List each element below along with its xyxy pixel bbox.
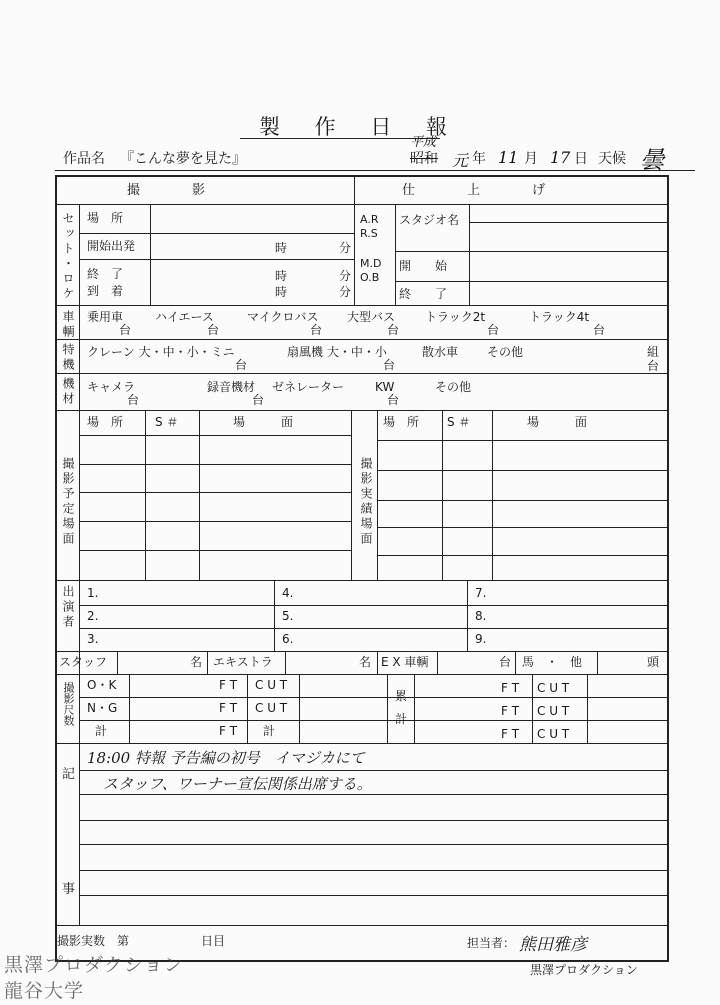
note-line-2: スタッフ、ワーナー宣伝関係出席する。 bbox=[103, 775, 372, 793]
cumulative-top: 累 bbox=[395, 689, 408, 703]
vehicle-microbus: マイクロバス bbox=[247, 310, 319, 324]
end-label: 終 了 bbox=[87, 267, 124, 281]
vehicle-truck4: トラック4t bbox=[529, 310, 590, 324]
special-other-unit: 台 bbox=[647, 359, 660, 373]
ok-label: O・K bbox=[87, 678, 117, 692]
actual-place-header: 場 所 bbox=[383, 415, 420, 429]
cast-1: 1. bbox=[87, 586, 99, 600]
equip-camera: キャメラ bbox=[87, 380, 136, 394]
special-other: その他 bbox=[487, 345, 524, 359]
horse-unit: 頭 bbox=[647, 655, 660, 669]
cum-ft-1: F T bbox=[501, 681, 520, 695]
cast-9: 9. bbox=[475, 632, 487, 646]
total-ft: F T bbox=[219, 724, 238, 738]
vehicle-car-unit: 台 bbox=[119, 323, 132, 337]
days-suffix: 日目 bbox=[201, 934, 226, 948]
month-unit: 月 bbox=[524, 151, 538, 167]
arrive-label: 到 着 bbox=[87, 284, 124, 298]
vehicles-label: 車輌 bbox=[61, 310, 75, 340]
studio-label: スタジオ名 bbox=[399, 213, 460, 227]
equipment-label: 機材 bbox=[61, 377, 75, 407]
staff-label: スタッフ bbox=[59, 655, 108, 669]
notes-label-bottom: 事 bbox=[62, 882, 76, 897]
year-unit: 年 bbox=[472, 151, 486, 167]
ex-car-unit: 台 bbox=[499, 655, 512, 669]
rs-label: R.S bbox=[360, 227, 378, 240]
manager-label: 担当者： bbox=[467, 936, 516, 950]
days-prefix: 撮影実数 第 bbox=[57, 934, 130, 948]
notes-label-top: 記 bbox=[62, 767, 76, 782]
extra-label: エキストラ bbox=[213, 655, 273, 669]
watermark-line-2: 龍谷大学 bbox=[4, 980, 85, 1002]
ar-label: A.R bbox=[360, 213, 379, 226]
start-minute-label: 分 bbox=[339, 241, 352, 255]
actual-scene-no-header: S ＃ bbox=[447, 415, 471, 429]
vehicle-hiace: ハイエース bbox=[155, 310, 214, 324]
end-hour-label: 時 bbox=[275, 269, 288, 283]
era-handwritten: 平成 bbox=[410, 135, 437, 150]
footage-label: 撮影尺数 bbox=[62, 682, 75, 726]
day-unit: 日 bbox=[574, 151, 588, 167]
manager-name: 熊田雅彦 bbox=[519, 935, 587, 955]
arrive-minute-label: 分 bbox=[339, 285, 352, 299]
equip-sound-unit: 台 bbox=[252, 393, 265, 407]
special-crane-unit: 台 bbox=[235, 358, 248, 372]
cum-cut-1: C U T bbox=[537, 681, 570, 695]
report-title: 製 作 日 報 bbox=[258, 115, 462, 139]
planned-scenes-label: 撮影予定場面 bbox=[61, 457, 75, 547]
cast-7: 7. bbox=[475, 586, 487, 600]
horse-label: 馬 ・ 他 bbox=[522, 655, 583, 669]
cum-ft-2: F T bbox=[501, 704, 520, 718]
special-water: 散水車 bbox=[422, 345, 459, 359]
cast-3: 3. bbox=[87, 632, 99, 646]
vehicle-truck2: トラック2t bbox=[425, 310, 486, 324]
equip-other: その他 bbox=[435, 380, 472, 394]
report-form bbox=[55, 175, 669, 962]
total-label: 計 bbox=[95, 724, 108, 738]
weather-value: 曇 bbox=[640, 146, 664, 174]
equip-kw: KW bbox=[375, 380, 395, 394]
ex-car-label: E X 車輌 bbox=[381, 655, 429, 669]
finish-start-label: 開 始 bbox=[399, 259, 448, 273]
special-fan: 扇風機 大・中・小 bbox=[287, 345, 387, 359]
watermark-line-1: 黒澤プロダクション bbox=[4, 954, 184, 976]
cast-4: 4. bbox=[282, 586, 294, 600]
finishing-header: 仕 上 げ bbox=[402, 183, 546, 198]
end-minute-label: 分 bbox=[339, 269, 352, 283]
ng-ft: F T bbox=[219, 701, 238, 715]
work-title: 『こんな夢を見た』 bbox=[120, 151, 246, 167]
ok-cut: C U T bbox=[255, 678, 288, 692]
cast-label: 出演者 bbox=[61, 585, 75, 630]
staff-name-unit: 名 bbox=[190, 655, 203, 669]
vehicle-bus: 大型バス bbox=[347, 310, 396, 324]
vehicle-hiace-unit: 台 bbox=[207, 323, 220, 337]
year-value: 元 bbox=[452, 151, 469, 170]
finish-end-label: 終 了 bbox=[399, 287, 448, 301]
company-stamp: 黒澤プロダクション bbox=[530, 963, 638, 977]
ob-label: O.B bbox=[360, 271, 380, 284]
equip-kw-unit: 台 bbox=[387, 393, 400, 407]
actual-scenes-label: 撮影実績場面 bbox=[359, 457, 373, 547]
md-label: M.D bbox=[360, 257, 382, 270]
vehicle-bus-unit: 台 bbox=[387, 323, 400, 337]
vehicle-truck4-unit: 台 bbox=[593, 323, 606, 337]
work-label: 作品名 bbox=[63, 151, 105, 167]
planned-scene-header: 場 面 bbox=[233, 415, 294, 429]
place-label: 場 所 bbox=[87, 211, 124, 225]
set-location-label: セット・ロケ bbox=[61, 212, 75, 302]
day-value: 17 bbox=[550, 148, 571, 167]
vehicle-microbus-unit: 台 bbox=[310, 323, 323, 337]
ng-label: N・G bbox=[87, 701, 118, 715]
special-set-unit: 組 bbox=[647, 345, 660, 359]
equip-generator: ゼネレーター bbox=[272, 380, 345, 394]
cumulative-bottom: 計 bbox=[395, 712, 408, 726]
era-struck: 昭和 bbox=[410, 151, 438, 167]
cast-2: 2. bbox=[87, 609, 99, 623]
shooting-header: 撮 影 bbox=[127, 183, 206, 198]
vehicle-truck2-unit: 台 bbox=[487, 323, 500, 337]
month-value: 11 bbox=[498, 148, 519, 167]
equip-camera-unit: 台 bbox=[127, 393, 140, 407]
equip-sound: 録音機材 bbox=[207, 380, 256, 394]
weather-label: 天候 bbox=[598, 151, 626, 167]
special-label: 特機 bbox=[61, 343, 75, 373]
start-hour-label: 時 bbox=[275, 241, 288, 255]
ok-ft: F T bbox=[219, 678, 238, 692]
header-rule bbox=[55, 170, 695, 171]
cum-ft-3: F T bbox=[501, 727, 520, 741]
cum-cut-3: C U T bbox=[537, 727, 570, 741]
cum-cut-2: C U T bbox=[537, 704, 570, 718]
start-label: 開始出発 bbox=[87, 239, 136, 253]
cast-8: 8. bbox=[475, 609, 487, 623]
note-line-1: 18:00 特報 予告編の初号 イマジカにて bbox=[87, 749, 365, 767]
ng-cut: C U T bbox=[255, 701, 288, 715]
arrive-hour-label: 時 bbox=[275, 285, 288, 299]
actual-scene-header: 場 面 bbox=[527, 415, 588, 429]
vehicle-car: 乗用車 bbox=[87, 310, 124, 324]
planned-scene-no-header: S ＃ bbox=[155, 415, 179, 429]
planned-place-header: 場 所 bbox=[87, 415, 124, 429]
cast-6: 6. bbox=[282, 632, 294, 646]
extra-name-unit: 名 bbox=[359, 655, 372, 669]
special-fan-unit: 台 bbox=[383, 358, 396, 372]
total-sub: 計 bbox=[263, 724, 276, 738]
special-crane: クレーン 大・中・小・ミニ bbox=[87, 345, 235, 359]
cast-5: 5. bbox=[282, 609, 294, 623]
